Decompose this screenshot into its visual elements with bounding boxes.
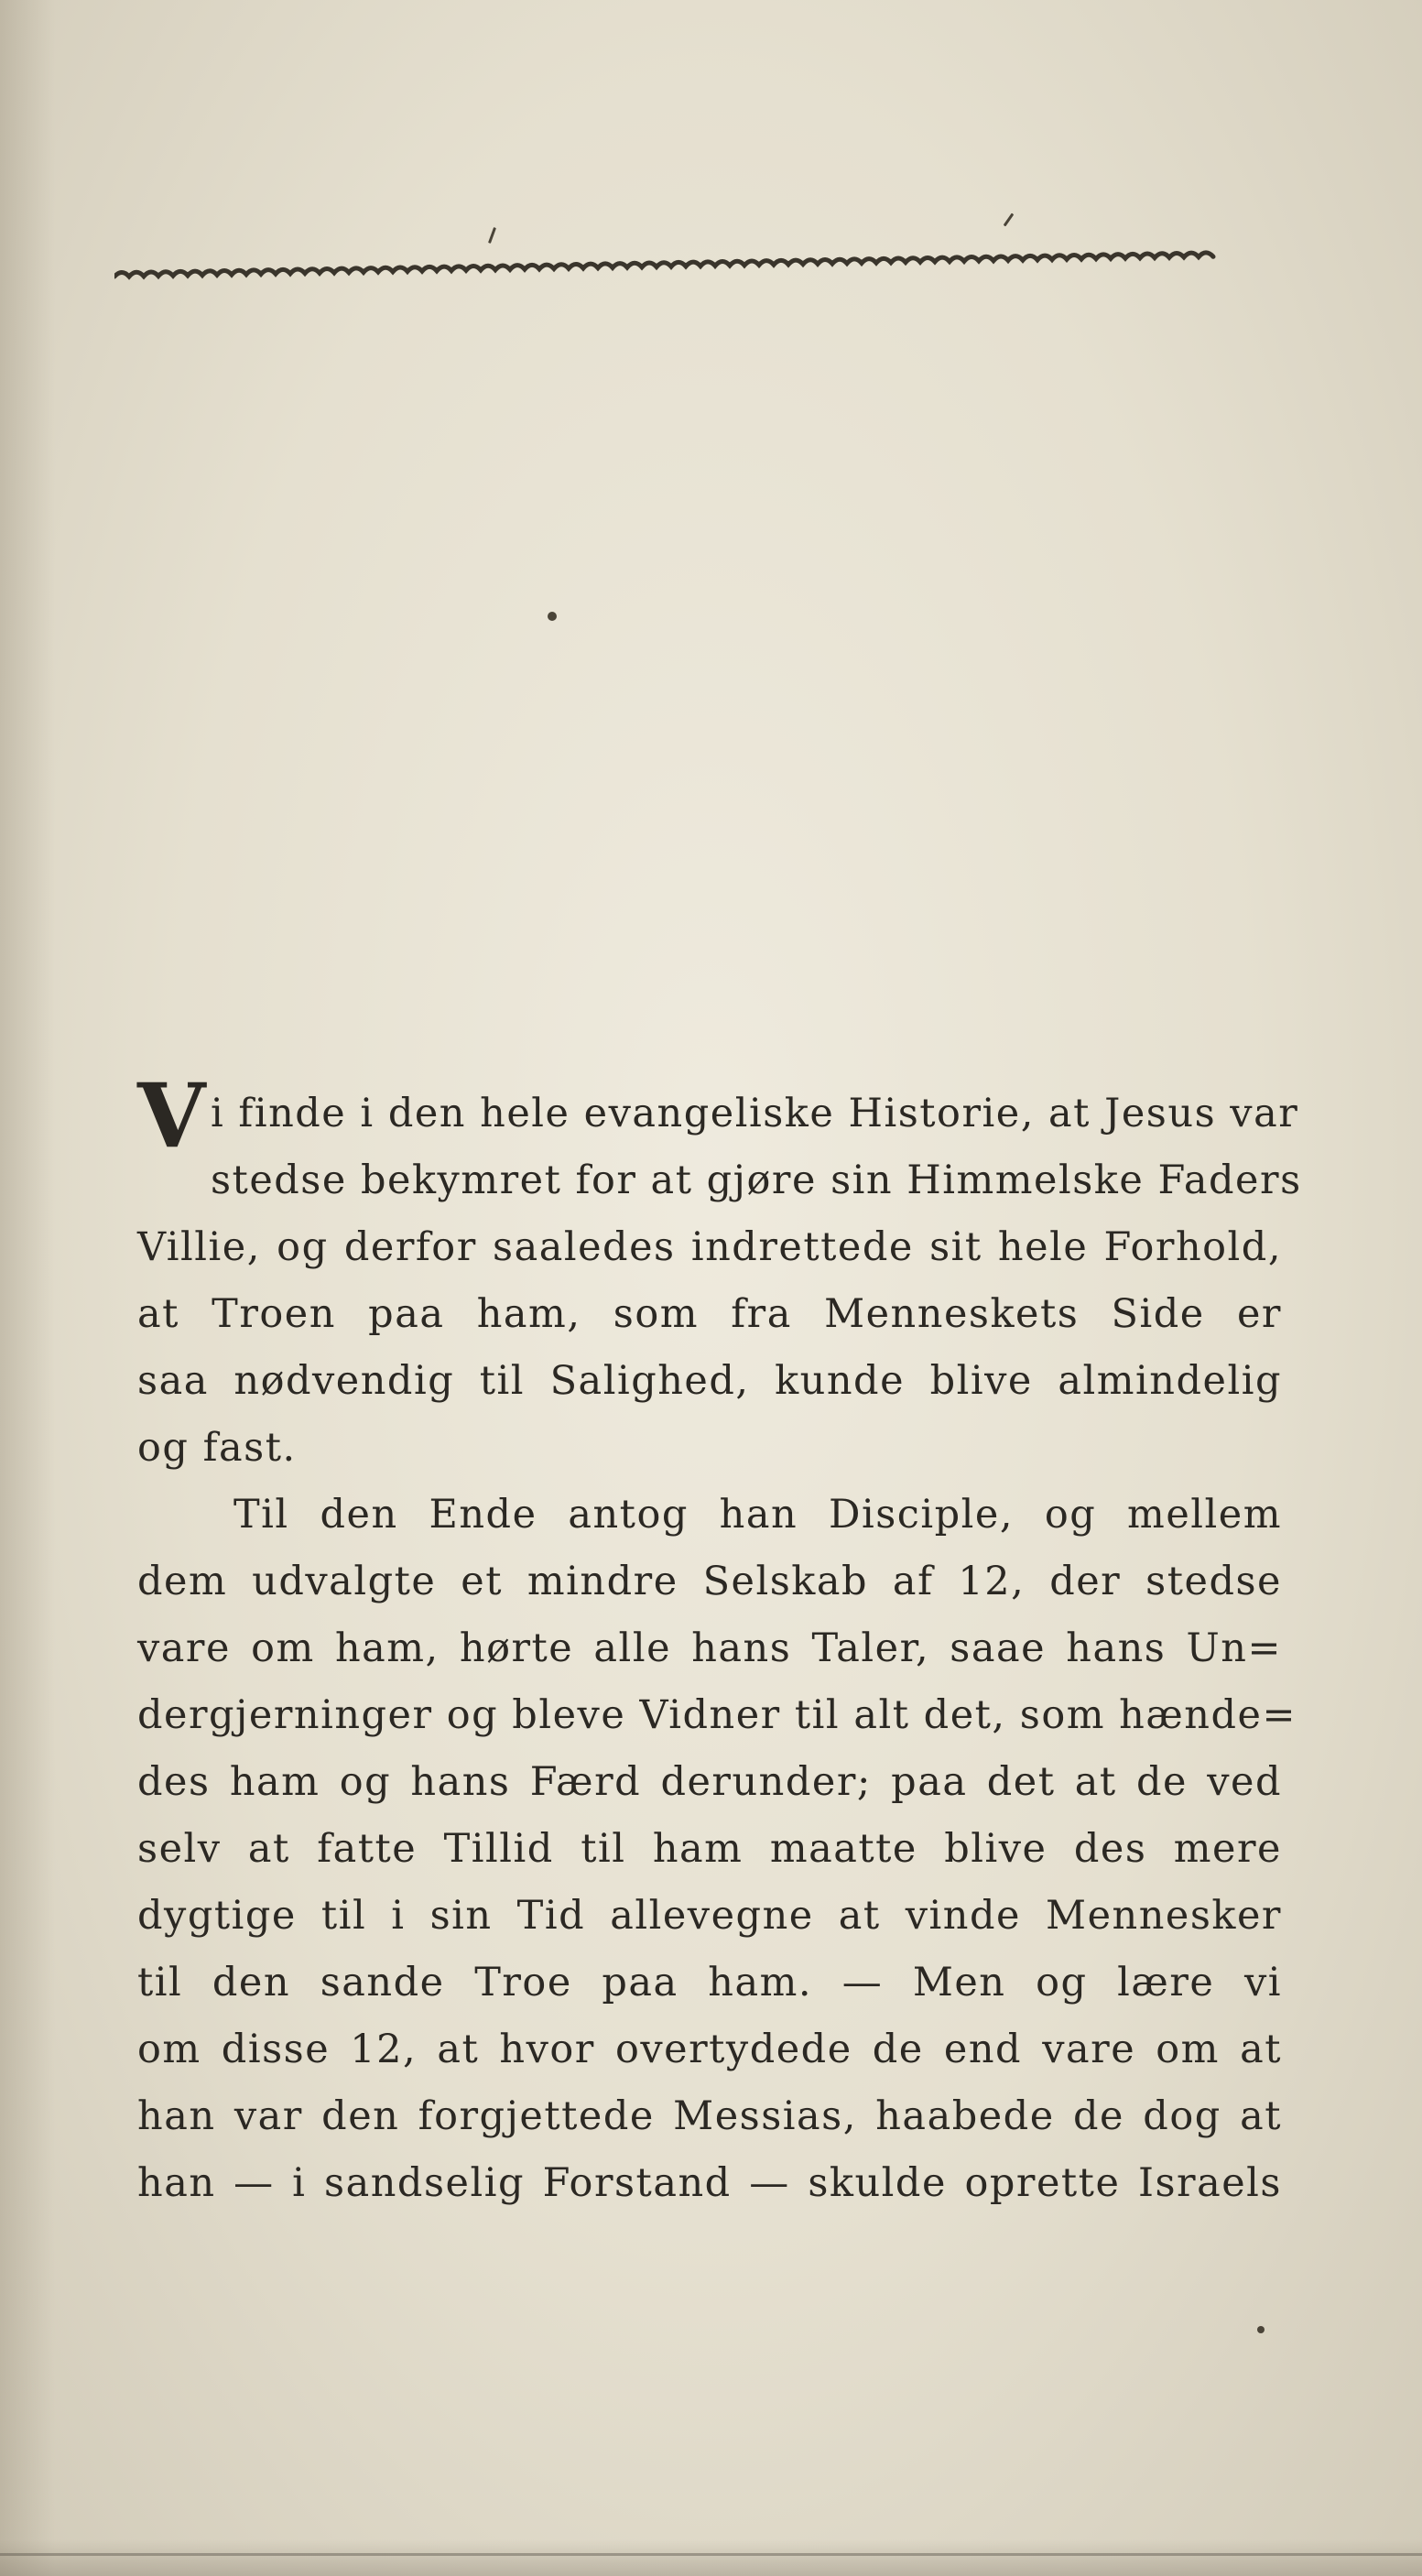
text-line-1-rest: i finde i den hele evangeliske Historie, at Jesus var [210, 1091, 1299, 1136]
text-line: stedse bekymret for at gjøre sin Himmelske Faders [210, 1158, 1302, 1203]
text-line: Villie, og derfor saaledes indrettede sit hele Forhold, [137, 1224, 1282, 1270]
text-line: dem udvalgte et mindre Selskab af 12, der stedse [137, 1559, 1282, 1604]
text-line: saa nødvendig til Salighed, kunde blive almindelig [137, 1358, 1282, 1404]
text-line: til den sande Troe paa ham. — Men og lære vi [137, 1960, 1282, 2005]
text-line: des ham og hans Færd derunder; paa det at de ved [137, 1759, 1282, 1805]
text-line: at Troen paa ham, som fra Menneskets Side er [137, 1291, 1282, 1337]
text-line: vare om ham, hørte alle hans Taler, saae hans Un= [137, 1625, 1282, 1671]
paper-speck [1004, 213, 1015, 227]
text-line: han — i sandselig Forstand — skulde oprette Israels [137, 2160, 1282, 2206]
wavy-rule-ornament [114, 240, 1222, 286]
text-line-1 [137, 1064, 1299, 1168]
page-bottom-shadow [0, 2539, 1422, 2576]
text-line: selv at fatte Tillid til ham maatte blive des mere [137, 1826, 1282, 1872]
page-bottom-edge [0, 2553, 1422, 2556]
text-line: han var den forgjettede Messias, haabede de dog at [137, 2093, 1282, 2139]
text-line: dygtige til i sin Tid allevegne at vinde Mennesker [137, 1893, 1282, 1939]
drop-cap: V [137, 1064, 207, 1168]
paper-speck [1257, 2326, 1265, 2333]
body-text [137, 1064, 1302, 2217]
text-line: om disse 12, at hvor overtydede de end vare om at [137, 2027, 1282, 2072]
text-line: Til den Ende antog han Disciple, og mellem [233, 1492, 1282, 1538]
text-line: og fast. [137, 1425, 297, 1471]
text-line: dergjerninger og bleve Vidner til alt det, som hænde= [137, 1692, 1297, 1738]
page-gutter-shadow [0, 0, 55, 2576]
paper-speck [548, 612, 557, 621]
